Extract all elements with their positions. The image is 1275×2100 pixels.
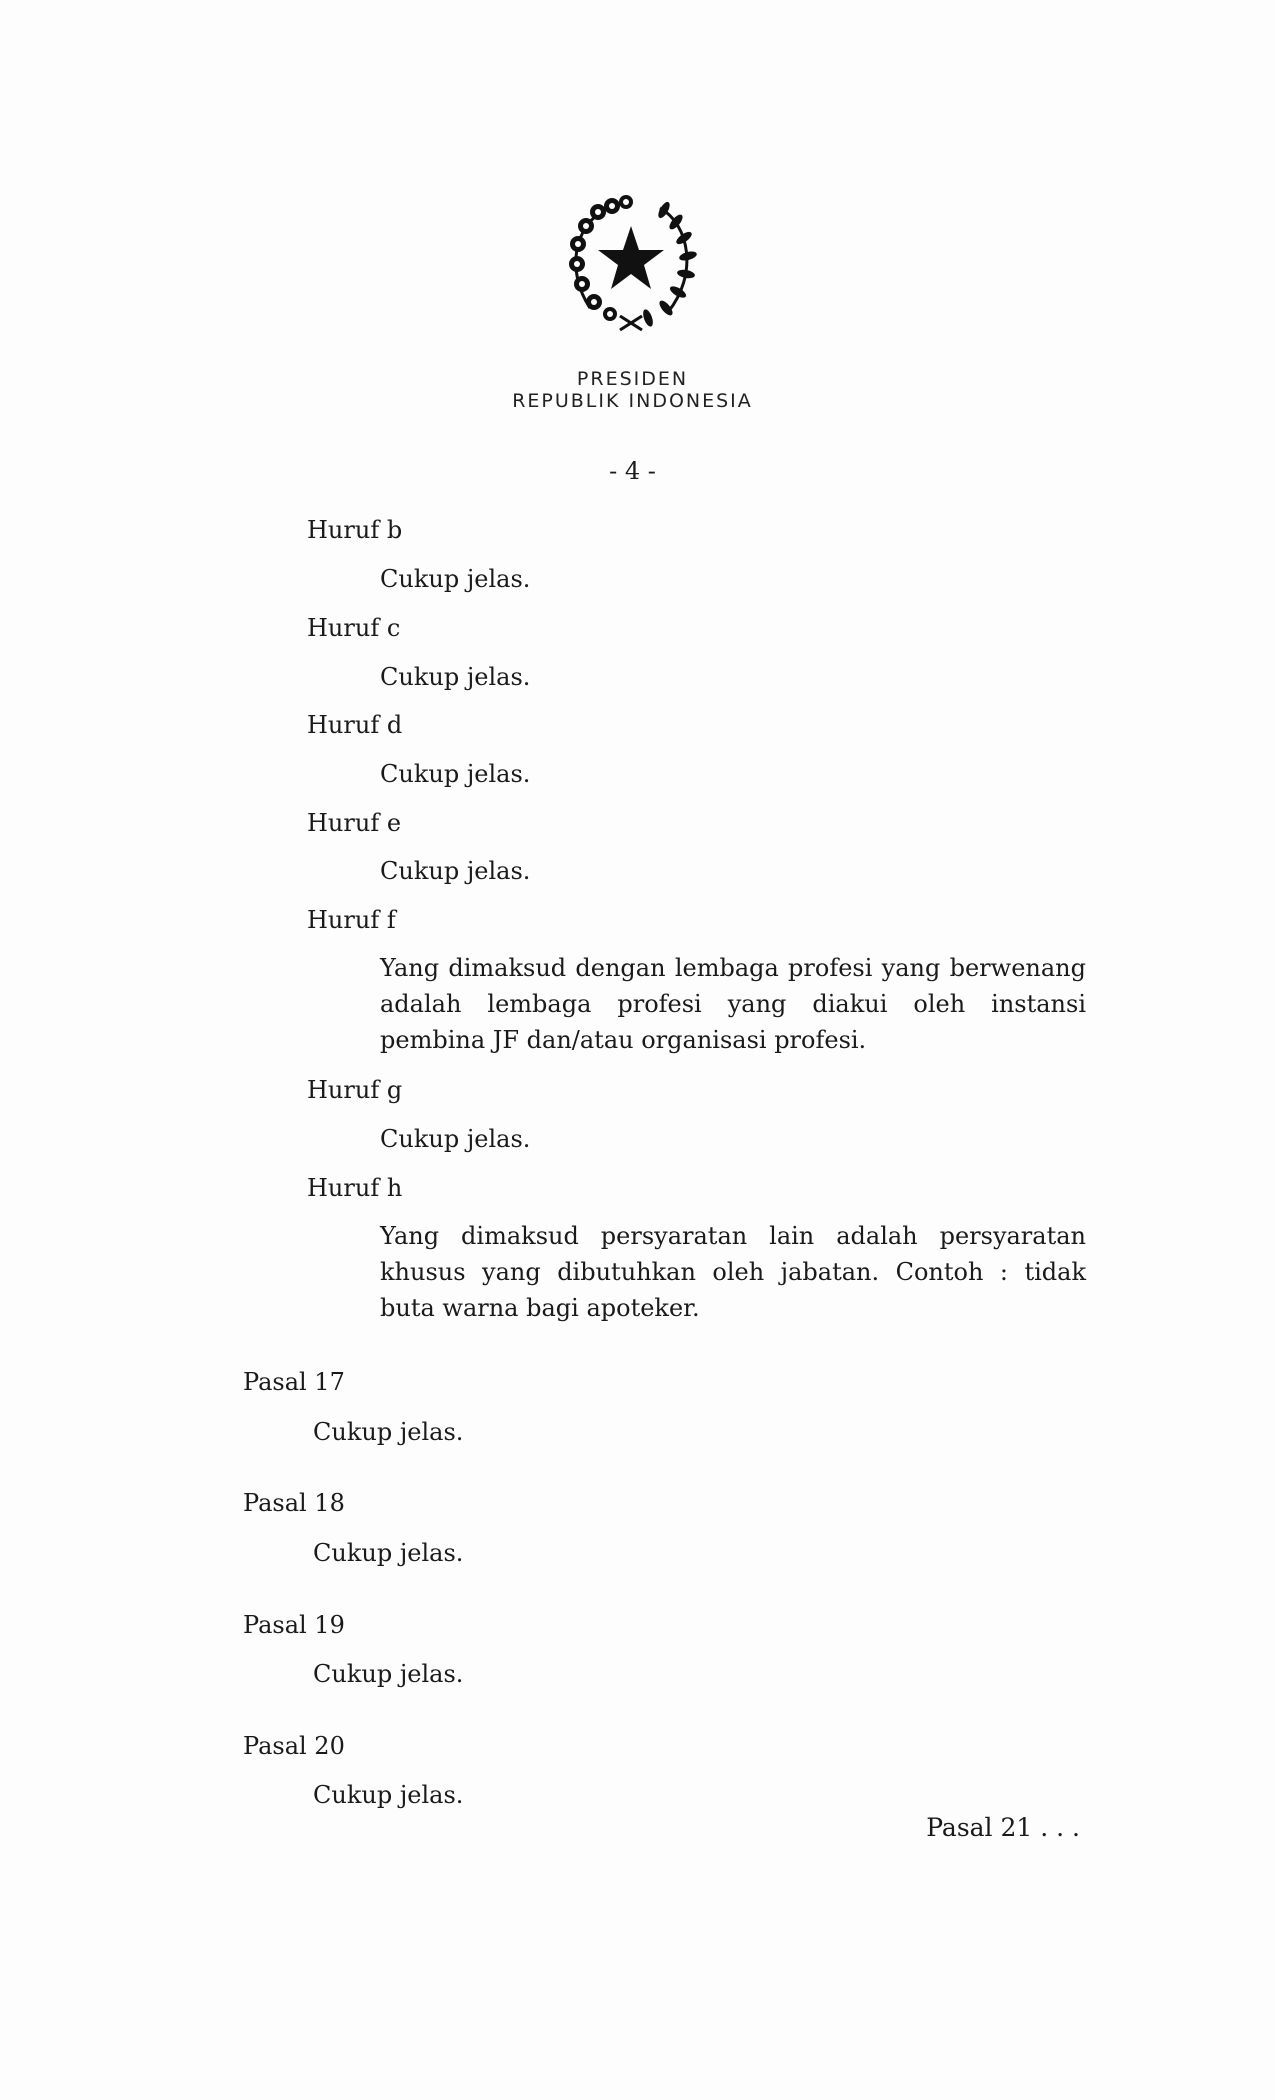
pasal-label: Pasal 19 <box>243 1611 345 1639</box>
huruf-label: Huruf h <box>307 1174 403 1202</box>
state-emblem <box>550 190 710 340</box>
header-title: PRESIDEN <box>576 368 689 390</box>
pasal-label: Pasal 20 <box>243 1732 345 1760</box>
pasal-text: Cukup jelas. <box>313 1418 464 1446</box>
huruf-text: Cukup jelas. <box>380 1125 531 1153</box>
huruf-paragraph: Yang dimaksud dengan lembaga profesi yang berwenang adalah lembaga profesi yang diakui oleh instansi pembina JF dan/atau organisasi profesi. <box>380 954 1086 1054</box>
pasal-label: Pasal 17 <box>243 1368 345 1396</box>
huruf-label: Huruf c <box>307 614 401 642</box>
huruf-text: Cukup jelas. <box>380 760 531 788</box>
pasal-text: Cukup jelas. <box>313 1539 464 1567</box>
next-page-reference: Pasal 21 . . . <box>926 1813 1080 1842</box>
huruf-label: Huruf b <box>307 516 403 544</box>
pasal-label: Pasal 18 <box>243 1489 345 1517</box>
header-subtitle: REPUBLIK INDONESIA <box>512 390 753 412</box>
huruf-text: Cukup jelas. <box>380 663 531 691</box>
huruf-label: Huruf e <box>307 809 402 837</box>
pasal-text: Cukup jelas. <box>313 1781 464 1809</box>
pasal-text: Cukup jelas. <box>313 1660 464 1688</box>
huruf-label: Huruf g <box>307 1076 403 1104</box>
huruf-label: Huruf d <box>307 711 403 739</box>
huruf-paragraph: Yang dimaksud persyaratan lain adalah persyaratan khusus yang dibutuhkan oleh jabatan. Contoh : tidak buta warna bagi apoteker. <box>380 1222 1086 1322</box>
huruf-label: Huruf f <box>307 906 396 934</box>
huruf-text: Cukup jelas. <box>380 857 531 885</box>
page-number: - 4 - <box>609 457 656 485</box>
huruf-text: Cukup jelas. <box>380 565 531 593</box>
